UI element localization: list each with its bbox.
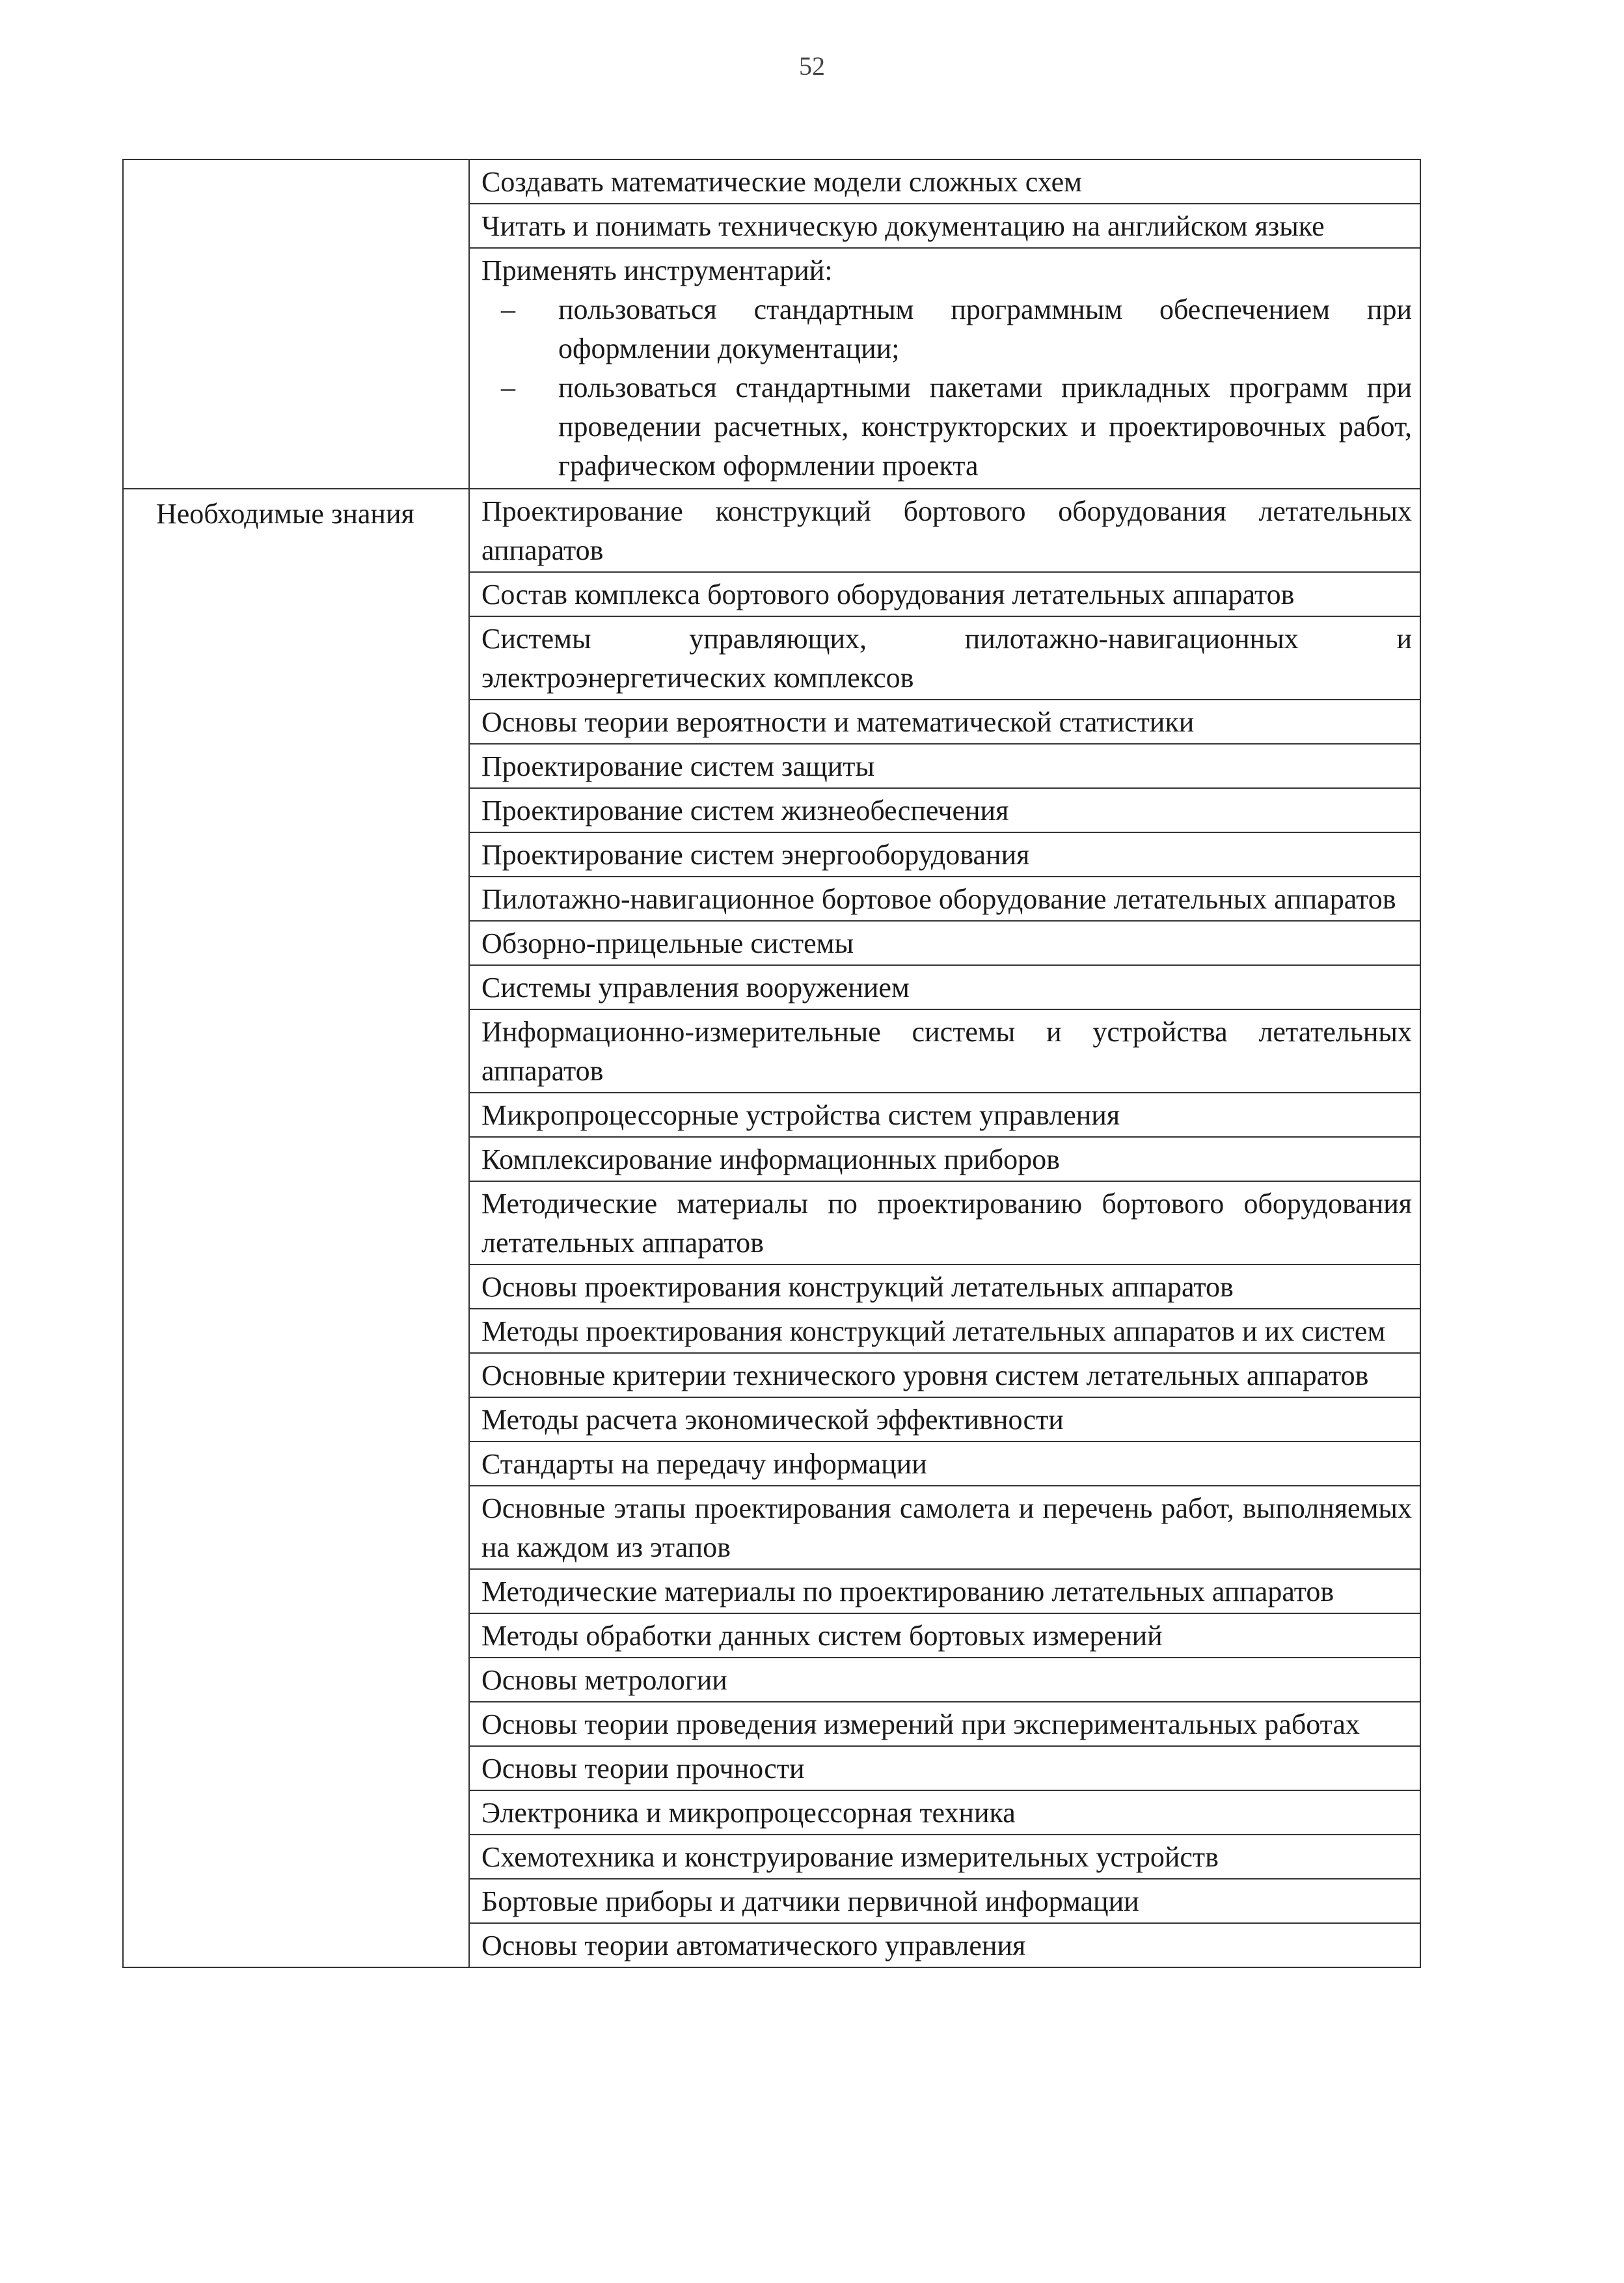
knowledge-item: Проектирование систем энергооборудования [481, 839, 1030, 871]
knowledge-item: Основы проектирования конструкций летательных аппаратов [481, 1271, 1234, 1303]
knowledge-item: Системы управляющих, пилотажно-навигационных и электроэнергетических комплексов [481, 623, 1412, 694]
knowledge-item: Методические материалы по проектированию летательных аппаратов [481, 1576, 1334, 1607]
knowledge-cell [469, 1569, 1420, 1613]
knowledge-cell [469, 1442, 1420, 1486]
knowledge-cell [469, 1181, 1420, 1265]
tools-list-item [481, 290, 1412, 368]
knowledge-cell [469, 1613, 1420, 1658]
knowledge-cell [469, 700, 1420, 744]
knowledge-cell [469, 1009, 1420, 1093]
tools-list-item [481, 368, 1412, 485]
skill-item: Создавать математические модели сложных схем [481, 166, 1082, 198]
knowledge-cell [469, 965, 1420, 1009]
knowledge-cell [469, 832, 1420, 877]
knowledge-cell [469, 1353, 1420, 1397]
tools-intro: Применять инструментарий: [481, 254, 833, 286]
knowledge-cell [469, 1093, 1420, 1137]
skills-label-cell [123, 159, 469, 489]
dash-bullet: – [501, 294, 515, 325]
knowledge-item: Схемотехника и конструирование измерительных устройств [481, 1841, 1219, 1873]
knowledge-item: Пилотажно-навигационное бортовое оборудование летательных аппаратов [481, 883, 1396, 915]
knowledge-item: Системы управления вооружением [481, 972, 910, 1004]
knowledge-item: Стандарты на передачу информации [481, 1448, 927, 1480]
knowledge-item: Основы теории автоматического управления [481, 1930, 1026, 1962]
knowledge-item: Основы теории вероятности и математической статистики [481, 706, 1195, 738]
tools-item-text: пользоваться стандартными пакетами прикладных программ при проведении расчетных, конструкторских и проектировочных работ, графическом оформлении проекта [558, 372, 1412, 482]
knowledge-cell [469, 921, 1420, 965]
knowledge-item: Комплексирование информационных приборов [481, 1143, 1060, 1175]
qualification-table [122, 159, 1421, 1968]
knowledge-item: Проектирование систем защиты [481, 750, 875, 782]
knowledge-item: Основы теории прочности [481, 1753, 805, 1784]
knowledge-item: Проектирование систем жизнеобеспечения [481, 795, 1009, 827]
dash-bullet: – [501, 372, 515, 403]
knowledge-cell [469, 788, 1420, 832]
page-number: 52 [799, 51, 825, 81]
knowledge-item: Методы проектирования конструкций летательных аппаратов и их систем [481, 1315, 1386, 1347]
knowledge-item: Обзорно-прицельные системы [481, 927, 854, 959]
knowledge-item: Информационно-измерительные системы и устройства летательных аппаратов [481, 1016, 1412, 1087]
knowledge-item: Микропроцессорные устройства систем управления [481, 1099, 1120, 1131]
knowledge-item: Методы расчета экономической эффективности [481, 1404, 1064, 1436]
knowledge-item: Состав комплекса бортового оборудования летательных аппаратов [481, 579, 1295, 610]
tools-cell [469, 248, 1420, 489]
knowledge-item: Основные этапы проектирования самолета и перечень работ, выполняемых на каждом из этапов [481, 1492, 1412, 1563]
knowledge-cell [469, 1835, 1420, 1879]
knowledge-cell [469, 1309, 1420, 1353]
knowledge-cell [469, 1879, 1420, 1923]
knowledge-cell [469, 1137, 1420, 1181]
knowledge-cell [469, 1746, 1420, 1790]
knowledge-cell [469, 744, 1420, 788]
knowledge-item: Основы теории проведения измерений при экспериментальных работах [481, 1708, 1360, 1740]
tools-item-text: пользоваться стандартным программным обеспечением при оформлении документации; [558, 294, 1412, 364]
skills-cell [469, 159, 1420, 204]
knowledge-cell [469, 1265, 1420, 1309]
knowledge-cell [469, 1923, 1420, 1967]
knowledge-item: Проектирование конструкций бортового оборудования летательных аппаратов [481, 495, 1412, 566]
skill-item: Читать и понимать техническую документацию на английском языке [481, 210, 1325, 242]
knowledge-cell [469, 1397, 1420, 1442]
knowledge-cell [469, 1702, 1420, 1746]
skills-cell [469, 204, 1420, 248]
knowledge-cell [469, 616, 1420, 700]
knowledge-item: Основные критерии технического уровня систем летательных аппаратов [481, 1360, 1369, 1391]
tools-list [470, 290, 1420, 488]
knowledge-cell [469, 572, 1420, 616]
knowledge-cell [469, 1790, 1420, 1835]
knowledge-item: Основы метрологии [481, 1664, 727, 1696]
table-row [123, 159, 1420, 204]
knowledge-label: Необходимые знания [123, 489, 469, 1967]
knowledge-cell [469, 877, 1420, 921]
knowledge-cell [469, 1658, 1420, 1702]
knowledge-item: Электроника и микропроцессорная техника [481, 1797, 1016, 1829]
knowledge-item: Бортовые приборы и датчики первичной информации [481, 1885, 1139, 1917]
knowledge-cell [469, 1486, 1420, 1569]
knowledge-item: Методические материалы по проектированию бортового оборудования летательных аппаратов [481, 1188, 1412, 1259]
knowledge-item: Методы обработки данных систем бортовых измерений [481, 1620, 1163, 1652]
table-row [123, 489, 1420, 572]
knowledge-cell [469, 489, 1420, 572]
